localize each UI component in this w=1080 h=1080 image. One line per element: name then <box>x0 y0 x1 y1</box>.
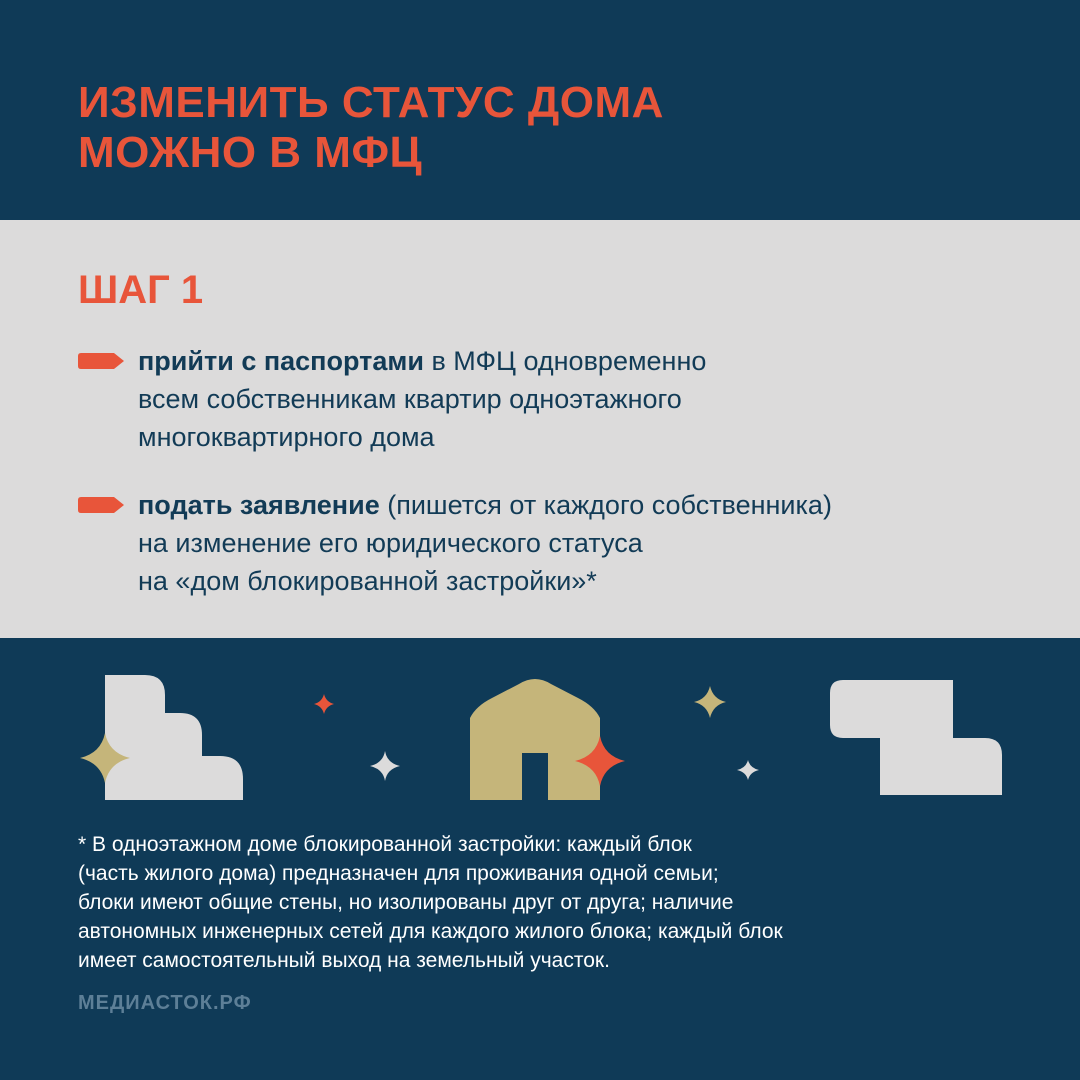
footnote-line: имеет самостоятельный выход на земельный участок. <box>78 949 610 972</box>
stair-block-icon <box>105 675 243 800</box>
sparkle-icon <box>370 751 400 781</box>
step-item-2-line3: на «дом блокированной застройки»* <box>138 566 597 596</box>
footnote-line: автономных инженерных сетей для каждого жилого блока; каждый блок <box>78 920 783 943</box>
footnote <box>78 830 1008 975</box>
bullet-arrow-icon <box>78 353 124 369</box>
title-line-2: МОЖНО В МФЦ <box>78 128 423 177</box>
header <box>0 0 1080 220</box>
brand-logo: МЕДИАСТОК.РФ <box>78 992 252 1014</box>
footnote-line: (часть жилого дома) предназначен для проживания одной семьи; <box>78 862 719 885</box>
illustration <box>0 638 1080 828</box>
sparkle-icon <box>314 694 334 714</box>
step-item-1-bold: прийти с паспортами <box>138 346 424 376</box>
bullet-arrow-icon <box>78 497 124 513</box>
step-item-1-line1: в МФЦ одновременно <box>423 346 707 376</box>
step-item-2-text <box>138 486 1038 600</box>
sparkle-icon <box>694 686 726 718</box>
footnote-line: блоки имеют общие стены, но изолированы друг от друга; наличие <box>78 891 734 914</box>
page-title <box>78 78 664 178</box>
step-item-2-bold: подать заявление <box>138 490 380 520</box>
house-icon <box>470 679 600 800</box>
stair-block-icon <box>830 680 1002 795</box>
step-item-1-line3: многоквартирного дома <box>138 422 435 452</box>
title-line-1: ИЗМЕНИТЬ СТАТУС ДОМА <box>78 78 664 127</box>
step-heading: ШАГ 1 <box>78 268 204 312</box>
step-item-1-text <box>138 342 1038 456</box>
sparkle-icon <box>737 760 759 780</box>
step-item-2-line1: (пишется от каждого собственника) <box>379 490 832 520</box>
step-item-1-line2: всем собственникам квартир одноэтажного <box>138 384 682 414</box>
step-item-2-line2: на изменение его юридического статуса <box>138 528 643 558</box>
footnote-line: * В одноэтажном доме блокированной застройки: каждый блок <box>78 833 692 856</box>
